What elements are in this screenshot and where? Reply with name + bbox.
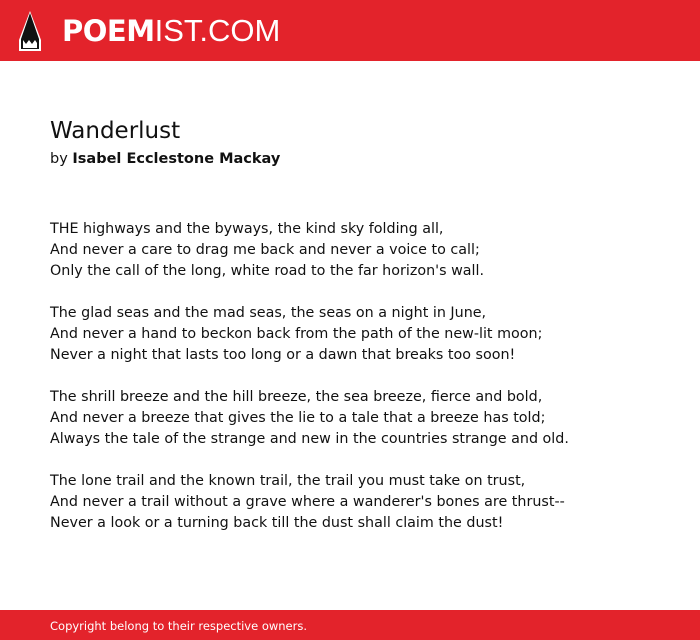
site-header (0, 0, 700, 61)
poem-line: THE highways and the byways, the kind sky folding all, (50, 221, 444, 237)
byline-prefix: by (50, 151, 68, 167)
logo-light-text: IST.COM (154, 13, 281, 48)
stanza (50, 471, 670, 534)
poem-line: And never a hand to beckon back from the path of the new-lit moon; (50, 326, 543, 342)
poem-line: The glad seas and the mad seas, the seas on a night in June, (50, 305, 487, 321)
stanza (50, 219, 670, 282)
poem-line: The lone trail and the known trail, the trail you must take on trust, (50, 473, 526, 489)
poem-line: And never a care to drag me back and never a voice to call; (50, 242, 480, 258)
poem-line: And never a trail without a grave where a wanderer's bones are thrust-- (50, 494, 565, 510)
poem-line: The shrill breeze and the hill breeze, the sea breeze, fierce and bold, (50, 389, 543, 405)
copyright-text: Copyright belong to their respective owners. (50, 619, 308, 633)
stanza (50, 303, 670, 366)
poem-line: Never a look or a turning back till the dust shall claim the dust! (50, 515, 504, 531)
poem-title: Wanderlust (50, 118, 181, 144)
poem-body (50, 219, 670, 555)
site-logo[interactable] (62, 11, 280, 51)
poem-line: Always the tale of the strange and new in the countries strange and old. (50, 431, 569, 447)
poem-line: Never a night that lasts too long or a dawn that breaks too soon! (50, 347, 516, 363)
poem-line: And never a breeze that gives the lie to a tale that a breeze has told; (50, 410, 546, 426)
pencil-tip-icon[interactable] (17, 10, 43, 52)
poem-author: Isabel Ecclestone Mackay (72, 151, 281, 167)
poem-byline (50, 149, 280, 169)
site-footer (0, 610, 700, 640)
logo-bold-text: POEM (62, 14, 155, 48)
stanza (50, 387, 670, 450)
poem-line: Only the call of the long, white road to the far horizon's wall. (50, 263, 485, 279)
